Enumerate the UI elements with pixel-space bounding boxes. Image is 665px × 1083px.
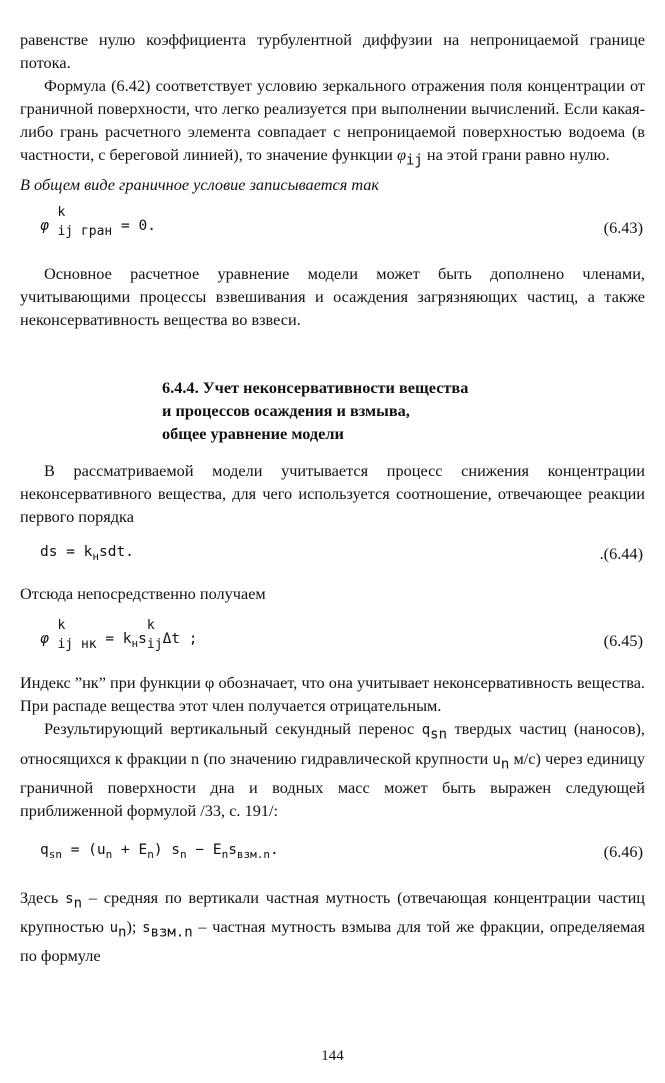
eq45-ksub: н [131,637,139,651]
eq43-rhs: = 0. [121,218,156,235]
eq46-b: = (u [61,841,106,858]
s-subscript: n [73,895,82,911]
paragraph-8-text-c: м/с) через единицу граничной поверхности дна и водных масс может быть выражен следующей приближенной формулой /33, с. 191/: [20,748,646,820]
section-heading [162,376,645,445]
eq46-f-sub: взм.n [236,847,271,861]
paragraph-4: Основное расчетное уравнение модели может быть дополнено членами, учитывающими процессы взвешивания и осаждения загрязняющих частиц, а также неконсервативность вещества во взвеси. [20,264,645,330]
paragraph-2-text-b: на этой грани равно нулю. [426,145,610,164]
eq45-phi: φ [40,631,49,648]
equation-6-46 [20,838,645,884]
eq45-tail: Δt ; [162,631,198,648]
equation-6-44 [20,540,645,582]
u2-subscript: n [118,924,127,941]
eq46-q-sub: sn [48,847,62,861]
eq44-number: .(6.44) [599,544,643,564]
paragraph-6: Отсюда непосредственно получаем [20,584,266,604]
heading-line-1: 6.4.4. Учет неконсервативности вещества [162,378,469,398]
eq43-number: (6.43) [603,218,643,238]
eq43-sup: k [57,205,66,221]
eq45-sup: k [57,618,66,634]
u-symbol: u [492,751,501,768]
heading-line-3: общее уравнение модели [162,424,344,444]
eq46-q: q [40,841,49,858]
s2-symbol: s [142,920,151,936]
eq43-phi: φ [40,218,49,235]
heading-line-2: и процессов осаждения и взмыва, [162,401,410,421]
eq45-number: (6.45) [603,631,643,651]
eq46-d: ) s [153,841,181,858]
eq46-g: . [270,841,279,858]
eq46-c: + E [112,841,148,858]
u2-symbol: u [109,920,119,936]
eq44-b: sdt. [99,544,134,561]
eq43-sub: ij гран [57,224,113,240]
eq45-s: s [138,631,147,648]
paragraph-9-text-a: Здесь [20,887,59,907]
paragraph-8-text-b: твердых частиц (наносов), относящихся к фракции n (по значению гидравлической крупности [20,719,645,768]
paragraph-5: В рассматриваемой модели учитывается процесс снижения концентрации неконсервативного вещества, для чего используется соотношение, отвечающее реакции первого порядка [20,461,645,527]
eq46-c-sub: n [147,847,154,861]
paragraph-9 [20,886,645,968]
eq46-d-sub: n [180,847,187,861]
eq46-f: s [228,841,237,858]
eq46-number: (6.46) [603,841,643,861]
q-subscript: sn [430,726,448,743]
q-symbol: q [421,722,431,739]
s2-subscript: взм.n [150,924,193,941]
eq45-sub: ij нк [57,637,97,653]
paragraph-3: В общем виде граничное условие записывается так [20,175,380,195]
eq46-b-sub: n [105,847,113,861]
paragraph-9-text-b: – средняя по вертикали частная мутность (отвечающая концентрации частиц крупностью [20,887,645,936]
eq45-ssup: k [146,618,155,634]
phi-symbol: φ [396,145,406,164]
paragraph-9-text-c: ); [126,917,137,936]
eq45-mid: = k [105,631,132,648]
paragraph-2-text-a: Формула (6.42) соответствует условию зеркального отражения поля концентрации от граничной поверхности, что легко реализуется при выполнении вычислений. Если какая-либо грань расчетного элемента совпадает с непроницаемой поверхностью водоема (в частности, с береговой линией), то значение функции [20,76,645,164]
eq45-ssub: ij [146,637,163,653]
equation-6-43 [20,206,645,246]
paragraph-8 [20,717,645,822]
page-number: 144 [321,1048,344,1064]
eq44-sub: н [92,550,100,564]
eq46-e: − E [186,841,222,858]
page-body [20,28,645,967]
u-subscript: n [500,755,510,772]
s-symbol: s [65,890,74,907]
paragraph-7: Индекс ”нк” при функции φ обозначает, что она учитывает неконсервативность вещества. При распаде вещества этот член получается отрицательным. [20,673,645,716]
paragraph-8-text-a: Результирующий вертикальный секундный перенос [44,719,415,739]
eq46-e-sub: n [221,847,229,861]
eq44-a: ds = k [40,544,93,561]
equation-6-45 [20,617,645,661]
phi-subscript: ij [405,152,423,169]
paragraph-2 [20,74,645,172]
paragraph-1: равенстве нулю коэффициента турбулентной диффузии на непроницаемой границе потока. [20,30,645,72]
paragraph-9-text-d: – частная мутность взмыва для той же фракции, определяемая по формуле [20,917,645,966]
